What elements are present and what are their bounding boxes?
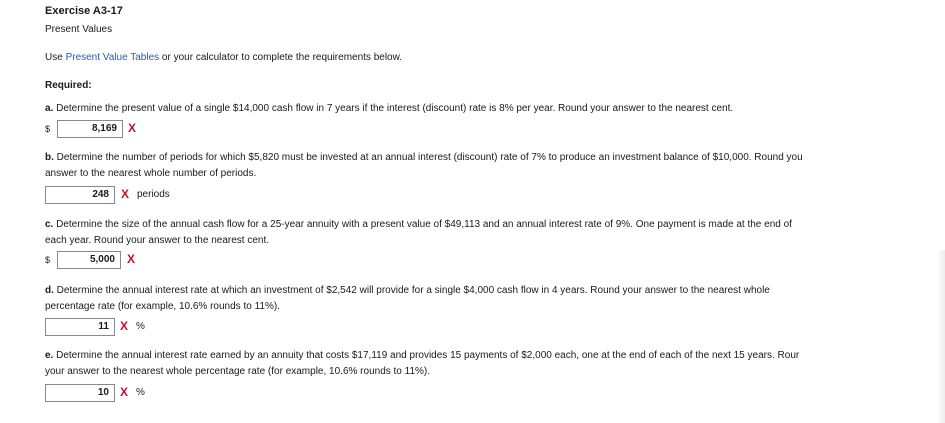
answer-e-input[interactable]: [45, 384, 115, 402]
question-a-text: Determine the present value of a single $14,000 cash flow in 7 years if the interest (discount) rate is 8% per year. Round your answer to the nearest cent.: [56, 103, 734, 114]
answer-a-row: [45, 120, 165, 138]
question-b-text: Determine the number of periods for which $5,820 must be invested at an annual interest (discount) rate of 7% to produce an investment balance of $10,000. Round you: [56, 152, 803, 163]
answer-c-row: [45, 251, 165, 269]
answer-c-input[interactable]: [57, 251, 121, 269]
question-d-text-line2: percentage rate (for example, 10.6% rounds to 11%).: [45, 301, 280, 312]
incorrect-x-icon: X: [120, 385, 129, 399]
answer-d-input[interactable]: [45, 318, 115, 336]
required-heading: Required:: [45, 80, 92, 91]
instructions-prefix: Use: [45, 52, 66, 63]
question-d-text: Determine the annual interest rate at which an investment of $2,542 will provide for a single $4,000 cash flow in 4 years. Round your answer to the nearest whole: [56, 285, 770, 296]
incorrect-x-icon: X: [128, 121, 137, 135]
question-b: [45, 150, 938, 182]
question-a: [45, 101, 938, 117]
answer-b-value: 248: [92, 189, 109, 200]
exercise-subtitle: Present Values: [45, 24, 113, 35]
question-e: [45, 348, 938, 380]
incorrect-x-icon: X: [120, 319, 129, 333]
answer-e-value: 10: [97, 387, 109, 398]
answer-d-value: 11: [98, 321, 109, 332]
answer-b-input[interactable]: [45, 186, 115, 204]
answer-e-unit: %: [136, 387, 145, 398]
present-value-tables-link[interactable]: Present Value Tables: [65, 52, 160, 63]
question-d-letter: d.: [45, 285, 54, 296]
question-c-text: Determine the size of the annual cash flow for a 25-year annuity with a present value of $49,113 and an annual interest rate of 9%. One payment is made at the end of: [56, 219, 792, 230]
instructions: [45, 52, 402, 63]
answer-a-value: 8,169: [91, 123, 117, 134]
question-c-letter: c.: [45, 219, 54, 230]
question-b-letter: b.: [45, 152, 54, 163]
question-e-letter: e.: [45, 350, 54, 361]
incorrect-x-icon: X: [121, 187, 130, 201]
exercise-title: Exercise A3-17: [45, 5, 123, 17]
answer-e-row: [45, 384, 185, 402]
answer-a-currency: $: [45, 124, 51, 134]
answer-a-input[interactable]: [57, 120, 123, 138]
question-b-text-line2: answer to the nearest whole number of periods.: [45, 168, 257, 179]
answer-b-unit: periods: [137, 189, 170, 200]
incorrect-x-icon: X: [127, 252, 136, 266]
question-e-text: Determine the annual interest rate earned by an annuity that costs $17,119 and provides 15 payments of $2,000 each, one at the end of each of the next 15 years. Rour: [56, 350, 800, 361]
answer-d-row: [45, 318, 185, 336]
question-c: [45, 217, 938, 249]
question-a-letter: a.: [45, 103, 54, 114]
instructions-suffix: or your calculator to complete the requirements below.: [159, 52, 403, 63]
answer-b-row: [45, 186, 205, 204]
question-c-text-line2: each year. Round your answer to the nearest cent.: [45, 235, 270, 246]
answer-c-value: 5,000: [89, 254, 115, 265]
answer-d-unit: %: [136, 321, 145, 332]
answer-c-currency: $: [45, 255, 51, 265]
question-d: [45, 283, 938, 315]
scroll-edge-shadow: [937, 250, 945, 423]
question-e-text-line2: your answer to the nearest whole percentage rate (for example, 10.6% rounds to 11%).: [45, 366, 431, 377]
